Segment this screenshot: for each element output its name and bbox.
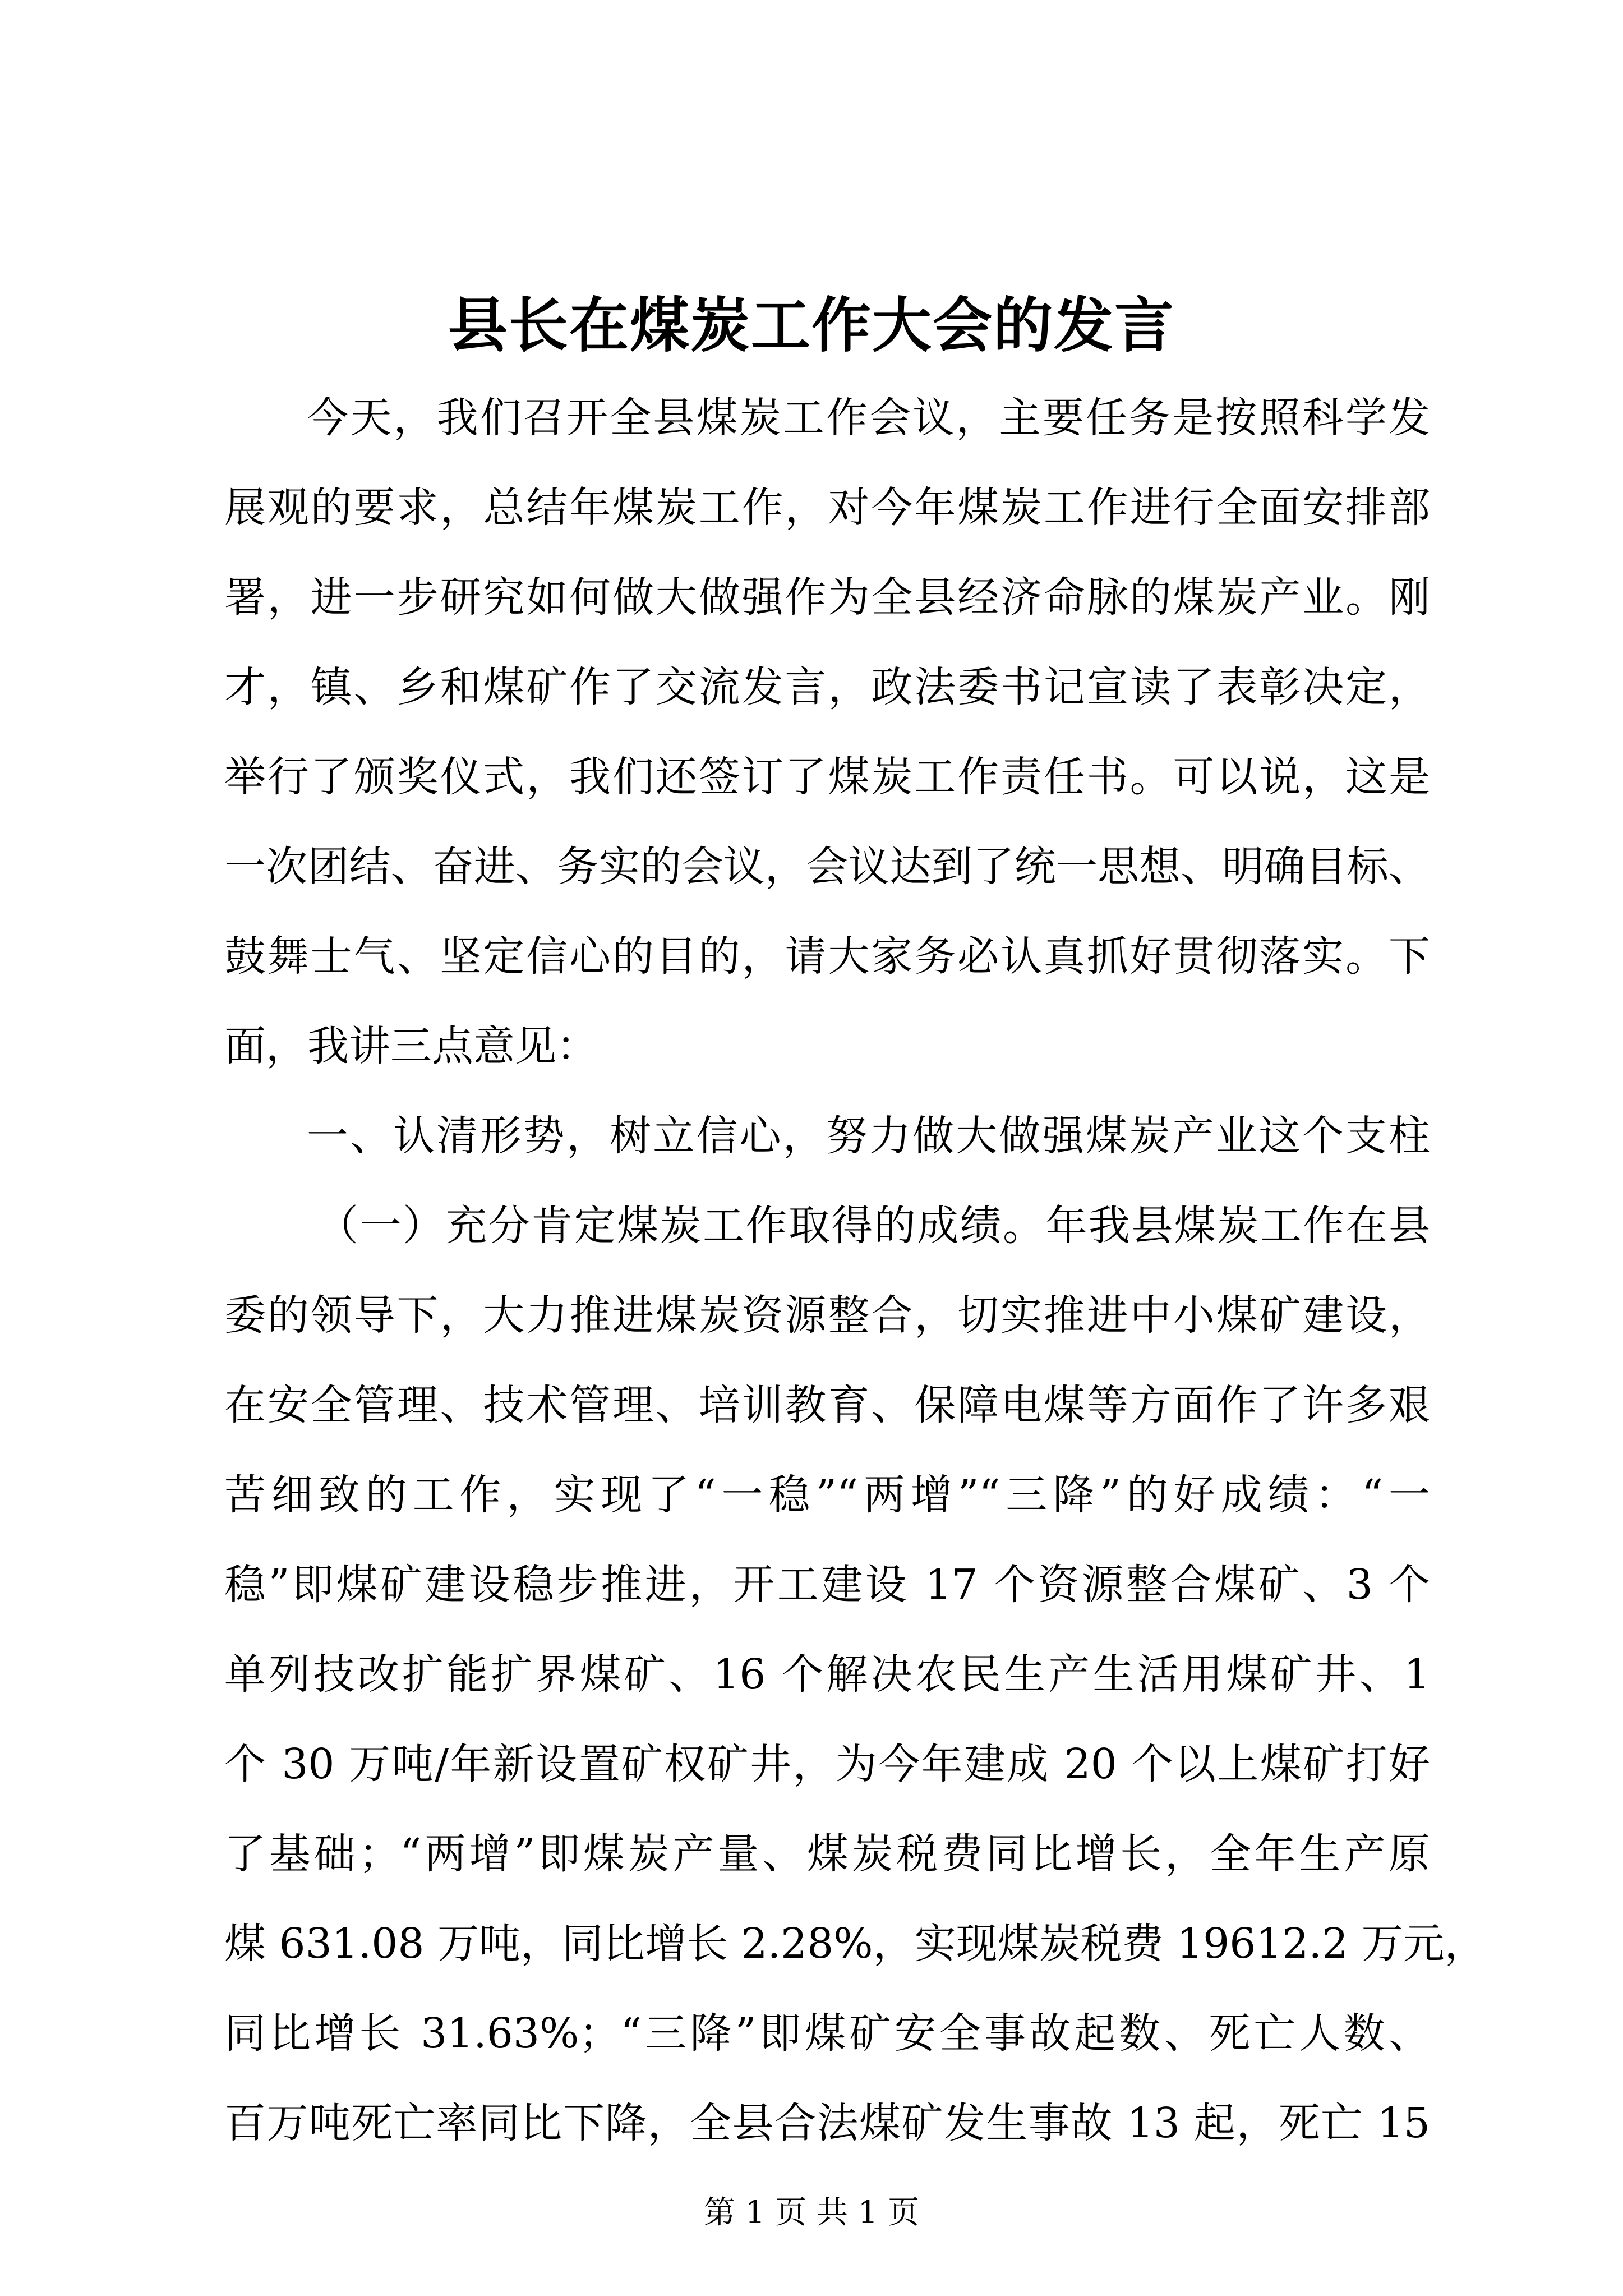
document-title: 县长在煤炭工作大会的发言 [448, 290, 1175, 360]
paragraph-line: 举行了颁奖仪式，我们还签订了煤炭工作责任书。可以说，这是 [224, 753, 1430, 801]
paragraph-line: 稳”即煤矿建设稳步推进，开工建设 17 个资源整合煤矿、3 个 [224, 1561, 1430, 1609]
paragraph-line: 苦细致的工作，实现了“一稳”“两增”“三降”的好成绩：“一 [224, 1471, 1430, 1519]
paragraph-line: 一次团结、奋进、务实的会议，会议达到了统一思想、明确目标、 [224, 843, 1430, 891]
paragraph-line: 才，镇、乡和煤矿作了交流发言，政法委书记宣读了表彰决定， [224, 663, 1430, 711]
paragraph-line: 煤 631.08 万吨，同比增长 2.28%，实现煤炭税费 19612.2 万元， [224, 1920, 1486, 1968]
paragraph-line: 鼓舞士气、坚定信心的目的，请大家务必认真抓好贯彻落实。下 [224, 932, 1430, 981]
paragraph-line: 今天，我们召开全县煤炭工作会议，主要任务是按照科学发 [307, 394, 1430, 442]
paragraph-line: 署，进一步研究如何做大做强作为全县经济命脉的煤炭产业。刚 [224, 573, 1430, 622]
paragraph-line: 在安全管理、技术管理、培训教育、保障电煤等方面作了许多艰 [224, 1381, 1430, 1429]
paragraph-line: 委的领导下，大力推进煤炭资源整合，切实推进中小煤矿建设， [224, 1291, 1430, 1340]
subsection-heading-line: （一）充分肯定煤炭工作取得的成绩。年我县煤炭工作在县 [317, 1202, 1430, 1250]
paragraph-line: 百万吨死亡率同比下降，全县合法煤矿发生事故 13 起，死亡 15 [224, 2099, 1430, 2147]
paragraph-line: 个 30 万吨/年新设置矿权矿井，为今年建成 20 个以上煤矿打好 [224, 1740, 1430, 1788]
paragraph-line: 了基础；“两增”即煤炭产量、煤炭税费同比增长，全年生产原 [224, 1830, 1430, 1878]
page-footer: 第 1 页 共 1 页 [703, 2194, 920, 2231]
paragraph-line: 同比增长 31.63%；“三降”即煤矿安全事故起数、死亡人数、 [224, 2009, 1430, 2058]
section-heading: 一、认清形势，树立信心，努力做大做强煤炭产业这个支柱 [307, 1112, 1430, 1160]
paragraph-line: 展观的要求，总结年煤炭工作，对今年煤炭工作进行全面安排部 [224, 484, 1430, 532]
paragraph-line: 面，我讲三点意见： [224, 1022, 598, 1070]
paragraph-line: 单列技改扩能扩界煤矿、16 个解决农民生产生活用煤矿井、1 [224, 1650, 1430, 1699]
